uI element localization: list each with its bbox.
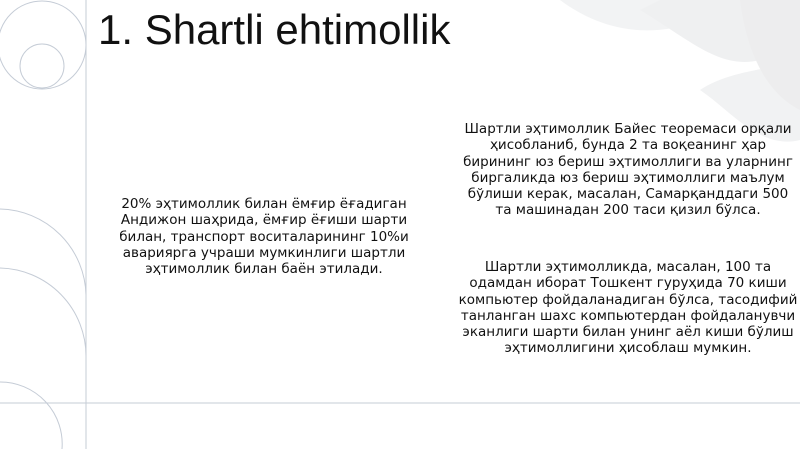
deco-arc-bottom — [0, 382, 62, 449]
slide-title: 1. Shartli ehtimollik — [98, 6, 451, 53]
deco-circle-small — [20, 44, 64, 88]
deco-arch-upper — [0, 209, 86, 295]
paragraph-right-top: Шартли эҳтимоллик Байес теоремаси орқали ҳисобланиб, бунда 2 та воқеанинг ҳар бирининг юз бериш эҳтимоллиги ва уларнинг биргаликда юз бериш эҳтимоллиги маълум бўлиши керак, масалан, Самарқанддаги 500 та машинадан 200 таси қизил бўлса. — [463, 121, 793, 219]
paragraph-right-bottom: Шартли эҳтимолликда, масалан, 100 та одамдан иборат Тошкент гуруҳида 70 киши компьютер фойдаланадиган бўлса, тасодифий танланган шахс компьютердан фойдаланувчи эканлиги шарти билан унинг аёл киши бўлиш эҳтимоллигини ҳисоблаш мумкин. — [458, 259, 798, 357]
deco-circle-large — [0, 1, 86, 89]
deco-arch-lower — [0, 268, 86, 356]
paragraph-left: 20% эҳтимоллик билан ёмғир ёғадиган Андижон шаҳрида, ёмғир ёғиши шарти билан, транспорт воситаларининг 10%и авариярга учраши мумкинлиги шартли эҳтимоллик билан баён этилади. — [119, 196, 409, 278]
